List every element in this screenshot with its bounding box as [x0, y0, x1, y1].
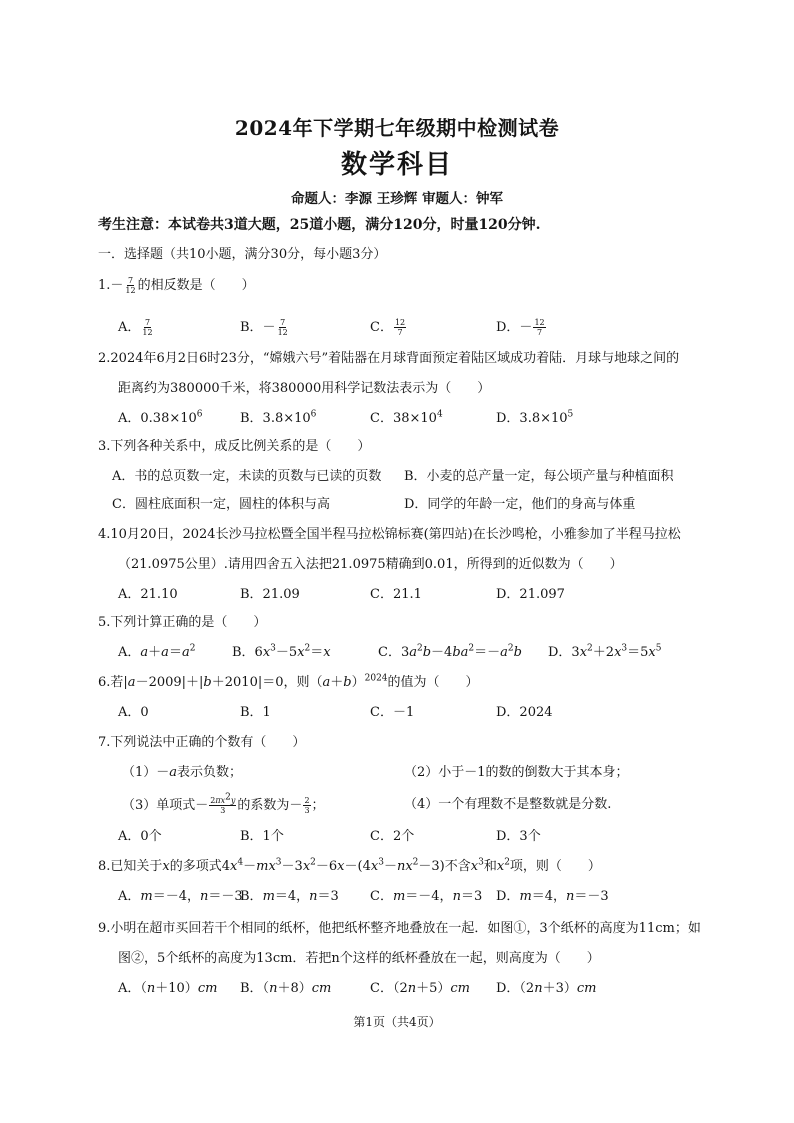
q6-option-a: A．0	[118, 705, 149, 720]
question-9-line-2: 图②，5个纸杯的高度为13cm．若把n个这样的纸杯叠放在一起，则高度为（ ）	[118, 951, 600, 966]
question-6: 6.若|a－2009|＋|b＋2010|＝0，则$(a+b)^{2024}$的值为（ ）	[98, 673, 479, 690]
q5-option-a: A．$a+a=a^2$	[118, 643, 196, 660]
q8-option-b: B．m＝4，n＝3	[240, 889, 339, 904]
page-number: 第1页（共4页）	[353, 1015, 441, 1029]
q7-statement-1: （1）－a表示负数；	[122, 765, 243, 780]
question-3: 3.下列各种关系中，成反比例关系的是（ ）	[98, 439, 371, 454]
q1-option-b: B．－ $\frac{7}{12}$	[240, 318, 288, 337]
q3-option-c: C．圆柱底面积一定，圆柱的体积与高	[112, 497, 330, 512]
q9-option-d: D．（2n＋3）cm	[496, 981, 597, 996]
q3-option-a: A．书的总页数一定，未读的页数与已读的页数	[112, 469, 382, 484]
q2-option-a: A．$0.38\times 10^6$	[118, 409, 203, 426]
q7-option-c: C．2个	[370, 829, 415, 844]
q1-option-d: D．－ $\frac{12}{7}$	[496, 318, 545, 337]
question-5: 5.下列计算正确的是（ ）	[98, 615, 267, 630]
fraction: $\frac{7}{12}$	[125, 276, 136, 295]
q5-option-d: D．$3x^2+2x^3=5x^5$	[548, 643, 662, 660]
q8-option-c: C．m＝－4，n＝3	[370, 889, 483, 904]
section-heading-1: 一．选择题（共10小题，满分30分，每小题3分）	[98, 247, 387, 262]
question-7: 7.下列说法中正确的个数有（ ）	[98, 735, 306, 750]
question-4-line-2: （21.0975公里）.请用四舍五入法把21.0975精确到0.01，所得到的近似数为（ ）	[118, 557, 623, 572]
q1-option-c: C． $\frac{12}{7}$	[370, 318, 406, 337]
exam-title: 2024年下学期七年级期中检测试卷	[234, 116, 560, 140]
q4-option-c: C．21.1	[370, 587, 422, 602]
q7-option-b: B．1个	[240, 829, 284, 844]
q7-statement-4: （4）一个有理数不是整数就是分数.	[404, 797, 612, 812]
q7-statement-2: （2）小于－1的数的倒数大于其本身；	[404, 765, 629, 780]
q2-option-d: D．$3.8\times 10^5$	[496, 409, 574, 426]
q7-option-d: D．3个	[496, 829, 541, 844]
q5-option-b: B．$6x^3-5x^2=x$	[232, 643, 331, 660]
q2-option-c: C．$38\times 10^4$	[370, 409, 443, 426]
q6-option-b: B．1	[240, 705, 271, 720]
question-8: 8.已知关于x的多项式$4x^4-mx^3-3x^2-6x-(4x^3-nx^2-3)$不含$x^3$和$x^2$项，则（ ）	[98, 857, 601, 874]
question-2-line-1: 2.2024年6月2日6时23分，“嫦娥六号”着陆器在月球背面预定着陆区域成功着陆．月球与地球之间的	[98, 351, 680, 366]
q1-option-a: A． $\frac{7}{12}$	[118, 318, 153, 337]
q4-option-b: B．21.09	[240, 587, 300, 602]
q5-option-c: C．$3a^2b-4ba^2=-a^2b$	[378, 643, 522, 660]
q8-option-a: A．m＝－4，n＝－3	[118, 889, 243, 904]
q8-option-d: D．m＝4，n＝－3	[496, 889, 609, 904]
authors-line: 命题人：李源 王珍辉 审题人：钟军	[291, 191, 503, 207]
question-9-line-1: 9.小明在超市买回若干个相同的纸杯，他把纸杯整齐地叠放在一起．如图①，3个纸杯的高度为11cm；如	[98, 921, 701, 936]
q3-option-b: B．小麦的总产量一定，每公顷产量与种植面积	[404, 469, 674, 484]
q2-option-b: B．$3.8\times 10^6$	[240, 409, 317, 426]
q9-option-c: C．（2n＋5）cm	[370, 981, 470, 996]
exam-notice: 考生注意：本试卷共3道大题，25道小题，满分120分，时量120分钟.	[98, 217, 541, 233]
question-4-line-1: 4.10月20日，2024长沙马拉松暨全国半程马拉松锦标赛(第四站)在长沙鸣枪，小雅参加了半程马拉松	[98, 527, 681, 542]
q9-option-b: B．（n＋8）cm	[240, 981, 332, 996]
q7-statement-3: （3）单项式－ $\frac{2\pi x^2y}{3}$ 的系数为－ $\frac{2}{3}$ ；	[122, 792, 325, 815]
subject-title: 数学科目	[340, 150, 453, 180]
q7-option-a: A．0个	[118, 829, 162, 844]
q4-option-a: A．21.10	[118, 587, 178, 602]
q6-option-d: D．2024	[496, 705, 553, 720]
q9-option-a: A．（n＋10）cm	[118, 981, 218, 996]
question-1: 1.－ $\frac{7}{12}$ 的相反数是（ ）	[98, 276, 255, 295]
q4-option-d: D．21.097	[496, 587, 565, 602]
q6-option-c: C．－1	[370, 705, 415, 720]
question-2-line-2: 距离约为380000千米，将380000用科学记数法表示为（ ）	[118, 381, 491, 396]
q3-option-d: D．同学的年龄一定，他们的身高与体重	[404, 497, 636, 512]
